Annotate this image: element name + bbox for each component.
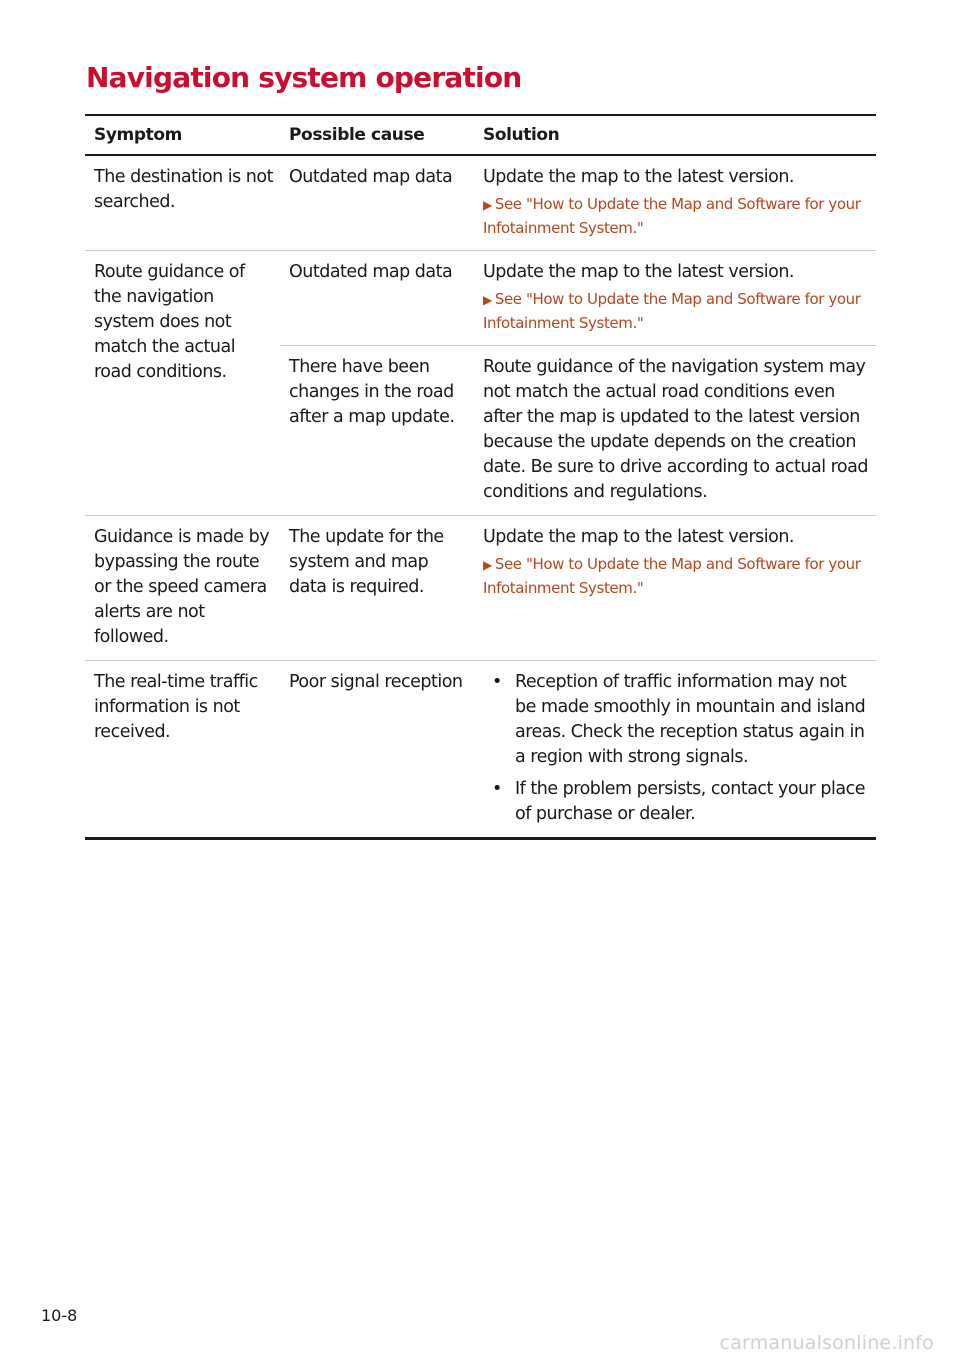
symptom-cell: Guidance is made by bypassing the route or the speed camera alerts are not followed.	[85, 516, 280, 661]
header-symptom: Symptom	[85, 115, 280, 155]
table-header-row	[85, 115, 876, 155]
reference-text: See "How to Update the Map and Software for your Infotainment System."	[483, 290, 861, 332]
symptom-cell: The destination is not searched.	[85, 155, 280, 251]
solution-cell	[474, 516, 876, 661]
reference-note	[483, 288, 870, 335]
bullet-icon: •	[492, 672, 502, 692]
solution-cell	[474, 251, 876, 346]
header-solution: Solution	[474, 115, 876, 155]
bullet-text: If the problem persists, contact your place of purchase or dealer.	[515, 779, 865, 824]
solution-text: Update the map to the latest version.	[483, 167, 794, 187]
symptom-cell: The real-time traffic information is not received.	[94, 672, 258, 742]
solution-bullet-list	[483, 670, 870, 827]
page-title: Navigation system operation	[86, 61, 522, 94]
list-item	[483, 777, 870, 827]
table-row	[85, 155, 876, 251]
solution-text: Update the map to the latest version.	[483, 527, 794, 547]
solution-text: Update the map to the latest version.	[483, 262, 794, 282]
table-row	[85, 661, 876, 839]
bullet-text: Reception of traffic information may not be made smoothly in mountain and island areas. Check the reception status again in a region with strong signals.	[515, 672, 866, 767]
reference-text: See "How to Update the Map and Software for your Infotainment System."	[483, 195, 861, 237]
table-row	[85, 516, 876, 661]
cause-cell: Poor signal reception	[289, 672, 463, 692]
solution-cell	[474, 155, 876, 251]
bullet-icon: •	[492, 779, 502, 799]
reference-note	[483, 553, 870, 600]
cause-cell: The update for the system and map data is required.	[280, 516, 474, 661]
cause-cell: Outdated map data	[280, 155, 474, 251]
watermark: carmanualsonline.info	[719, 1332, 934, 1354]
table-row	[85, 251, 876, 346]
solution-cell	[474, 661, 876, 839]
arrow-right-icon: ▶	[483, 198, 492, 212]
troubleshooting-table	[85, 114, 876, 840]
page-number: 10-8	[41, 1306, 78, 1325]
reference-text: See "How to Update the Map and Software for your Infotainment System."	[483, 555, 861, 597]
list-item	[483, 670, 870, 770]
cause-cell: There have been changes in the road after a map update.	[280, 346, 474, 516]
cause-cell: Outdated map data	[280, 251, 474, 346]
header-possible-cause: Possible cause	[280, 115, 474, 155]
solution-cell: Route guidance of the navigation system may not match the actual road conditions even after the map is updated to the latest version because the update depends on the creation date. Be sure to drive according to actual road conditions and regulations.	[474, 346, 876, 516]
arrow-right-icon: ▶	[483, 558, 492, 572]
symptom-cell: Route guidance of the navigation system does not match the actual road conditions.	[85, 251, 280, 516]
reference-note	[483, 193, 870, 240]
arrow-right-icon: ▶	[483, 293, 492, 307]
